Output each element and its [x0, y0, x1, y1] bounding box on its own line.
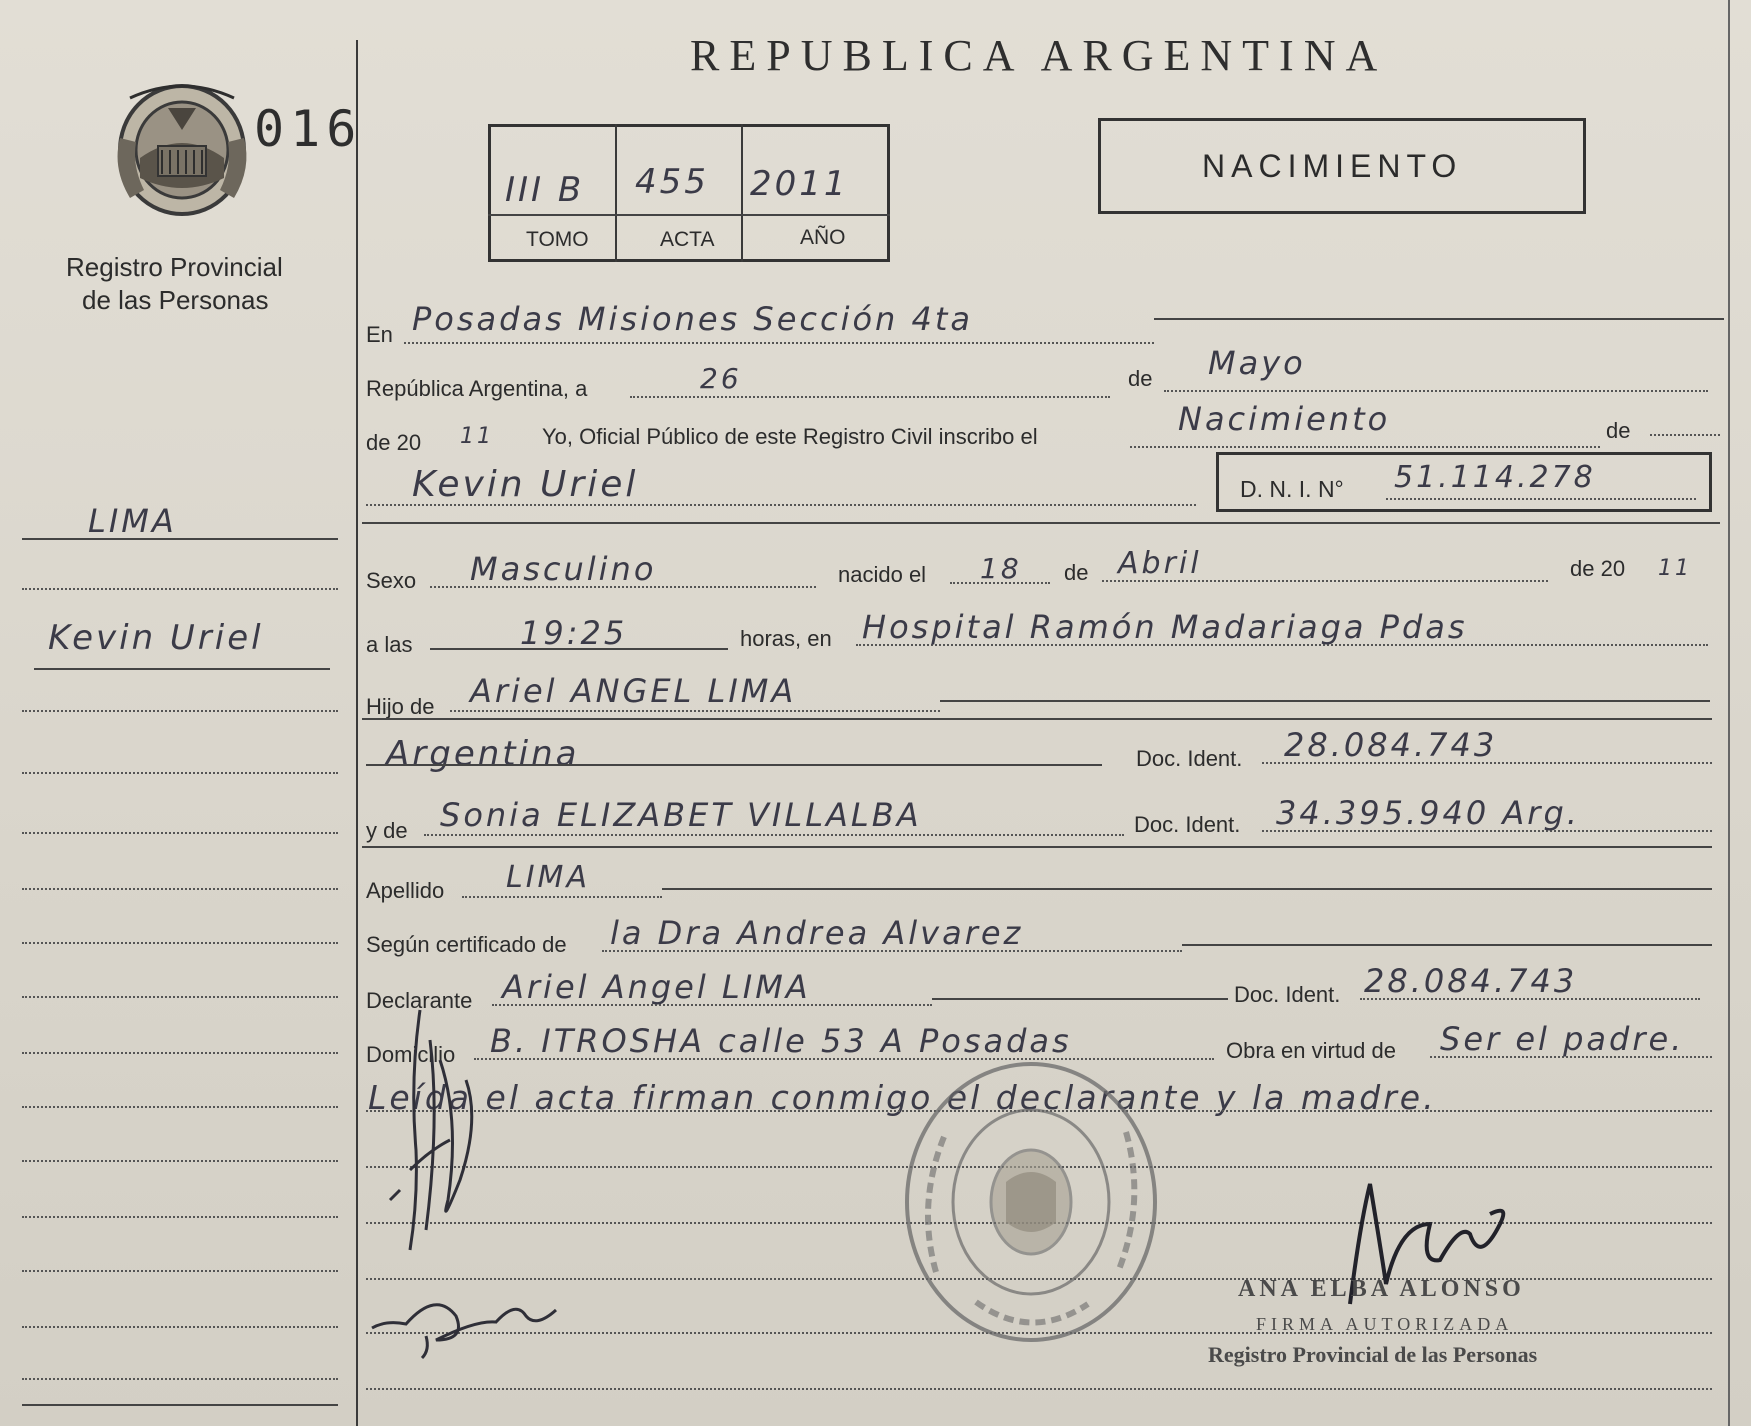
label-doc-ident2: Doc. Ident.	[1134, 812, 1241, 837]
line-tipo	[1130, 446, 1600, 448]
margin-line-2	[22, 710, 338, 712]
line-extra-5	[366, 1388, 1712, 1390]
line-certificado-end	[1182, 944, 1712, 946]
official-title: FIRMA AUTORIZADA	[1256, 1314, 1514, 1334]
label-de3: de	[1064, 560, 1089, 585]
margin-line-12	[22, 1270, 338, 1272]
tomo-value: III B	[505, 170, 585, 210]
official-name: ANA ELBA ALONSO	[1238, 1276, 1525, 1302]
label-de: de	[1128, 366, 1153, 391]
act-type: NACIMIENTO	[1202, 148, 1463, 184]
margin-line-7	[22, 996, 338, 998]
value-certificado: la Dra Andrea Alvarez	[610, 914, 1024, 952]
label-sexo: Sexo	[366, 568, 417, 593]
value-tipo: Nacimiento	[1178, 400, 1391, 438]
label-declarante: Declarante	[366, 988, 473, 1013]
value-mes-nacimiento: Abril	[1118, 546, 1202, 581]
record-table-divider-1	[615, 124, 617, 262]
official-office: Registro Provincial de las Personas	[1208, 1342, 1538, 1367]
value-dia-nacimiento: 18	[980, 552, 1022, 585]
mother-signature-icon	[366, 1280, 576, 1360]
anio-value: 2011	[750, 164, 849, 204]
label-republica-a: República Argentina, a	[366, 376, 588, 401]
label-doc-ident3: Doc. Ident.	[1234, 982, 1341, 1007]
line-mes	[1164, 390, 1708, 392]
label-apellido: Apellido	[366, 878, 445, 903]
province-seal-icon	[110, 78, 255, 223]
anio-label: AÑO	[800, 226, 846, 249]
value-padre-nacionalidad: Argentina	[386, 734, 580, 774]
margin-given-underline	[34, 668, 330, 670]
line-de2	[1650, 434, 1720, 436]
margin-given-names: Kevin Uriel	[48, 618, 264, 658]
declarant-signature-icon	[370, 1000, 510, 1270]
right-edge-line	[1728, 0, 1730, 1426]
margin-bottom-line	[22, 1404, 338, 1406]
label-en: En	[366, 322, 393, 347]
line-dni	[1386, 498, 1696, 500]
margin-line-5	[22, 888, 338, 890]
margin-line-3	[22, 772, 338, 774]
label-yo-oficial: Yo, Oficial Público de este Registro Civil inscribo el	[542, 424, 1038, 449]
acta-value: 455	[635, 162, 709, 202]
margin-surname: LIMA	[88, 502, 177, 540]
country-title: REPUBLICA ARGENTINA	[690, 31, 1388, 80]
label-de2: de	[1606, 418, 1631, 443]
registry-name-line1: Registro Provincial	[66, 252, 283, 282]
value-obra-en-virtud: Ser el padre.	[1440, 1020, 1685, 1058]
label-de-20b: de 20	[1570, 556, 1626, 581]
label-y-de: y de	[366, 818, 408, 843]
line-nacionalidad	[366, 764, 1102, 766]
margin-line-4	[22, 832, 338, 834]
label-nacido-el: nacido el	[838, 562, 927, 587]
label-doc-ident1: Doc. Ident.	[1136, 746, 1243, 771]
label-horas-en: horas, en	[740, 626, 832, 651]
label-hijo-de: Hijo de	[366, 694, 435, 719]
label-de-20: de 20	[366, 430, 422, 455]
value-dni: 51.114.278	[1394, 460, 1596, 495]
line-apellido	[462, 896, 662, 898]
value-domicilio: B. ITROSHA calle 53 A Posadas	[490, 1022, 1072, 1060]
value-sexo: Masculino	[470, 550, 657, 588]
margin-line-11	[22, 1216, 338, 1218]
value-anio-inscripcion: 11	[460, 424, 494, 449]
margin-line-1	[22, 588, 338, 590]
page-number: 016	[254, 100, 363, 158]
margin-line-8	[22, 1052, 338, 1054]
label-obra-en-virtud: Obra en virtud de	[1226, 1038, 1396, 1063]
registry-stamp-icon	[896, 1052, 1166, 1352]
value-observacion: Leída el acta firman conmigo el declarante y la madre.	[368, 1078, 1437, 1117]
line-dia	[630, 396, 1110, 398]
tomo-label: TOMO	[526, 228, 589, 251]
value-padre-doc: 28.084.743	[1284, 726, 1498, 764]
value-hora: 19:25	[520, 614, 628, 652]
value-lugar-nacimiento: Hospital Ramón Madariaga Pdas	[862, 608, 1468, 646]
acta-label: ACTA	[660, 228, 715, 251]
label-dni: D. N. I. N°	[1240, 476, 1344, 502]
margin-line-13	[22, 1326, 338, 1328]
value-lugar: Posadas Misiones Sección 4ta	[412, 300, 973, 338]
line-madre	[424, 834, 1124, 836]
line-lugar-end	[1154, 318, 1724, 320]
value-nombre: Kevin Uriel	[412, 464, 639, 505]
record-table-row-divider	[488, 214, 890, 216]
left-column-divider	[356, 40, 358, 1426]
value-anio-nacimiento: 11	[1658, 556, 1692, 581]
value-apellido: LIMA	[506, 860, 590, 895]
margin-surname-underline	[22, 538, 338, 540]
margin-line-6	[22, 942, 338, 944]
line-padre-end	[940, 700, 1710, 702]
value-mes-inscripcion: Mayo	[1208, 344, 1306, 382]
row-divider-1	[362, 522, 1720, 524]
value-madre: Sonia ELIZABET VILLALBA	[440, 796, 922, 834]
row-divider-2	[362, 718, 1712, 720]
line-declarante-end	[932, 998, 1228, 1000]
label-segun-certificado: Según certificado de	[366, 932, 567, 957]
margin-line-10	[22, 1160, 338, 1162]
line-apellido-end	[662, 888, 1712, 890]
record-table-divider-2	[741, 124, 743, 262]
value-declarante: Ariel Angel LIMA	[502, 968, 811, 1006]
registry-name-line2: de las Personas	[82, 285, 269, 315]
label-domicilio: Domicilio	[366, 1042, 456, 1067]
margin-line-9	[22, 1106, 338, 1108]
line-nombre	[366, 504, 1196, 506]
row-divider-3	[362, 846, 1712, 848]
value-dia-inscripcion: 26	[700, 362, 742, 395]
value-declarante-doc: 28.084.743	[1364, 962, 1578, 1000]
value-padre: Ariel ANGEL LIMA	[470, 672, 797, 710]
margin-line-14	[22, 1378, 338, 1380]
line-padre	[450, 710, 940, 712]
line-lugar	[404, 342, 1154, 344]
label-a-las: a las	[366, 632, 413, 657]
value-madre-doc: 34.395.940 Arg.	[1276, 794, 1580, 832]
